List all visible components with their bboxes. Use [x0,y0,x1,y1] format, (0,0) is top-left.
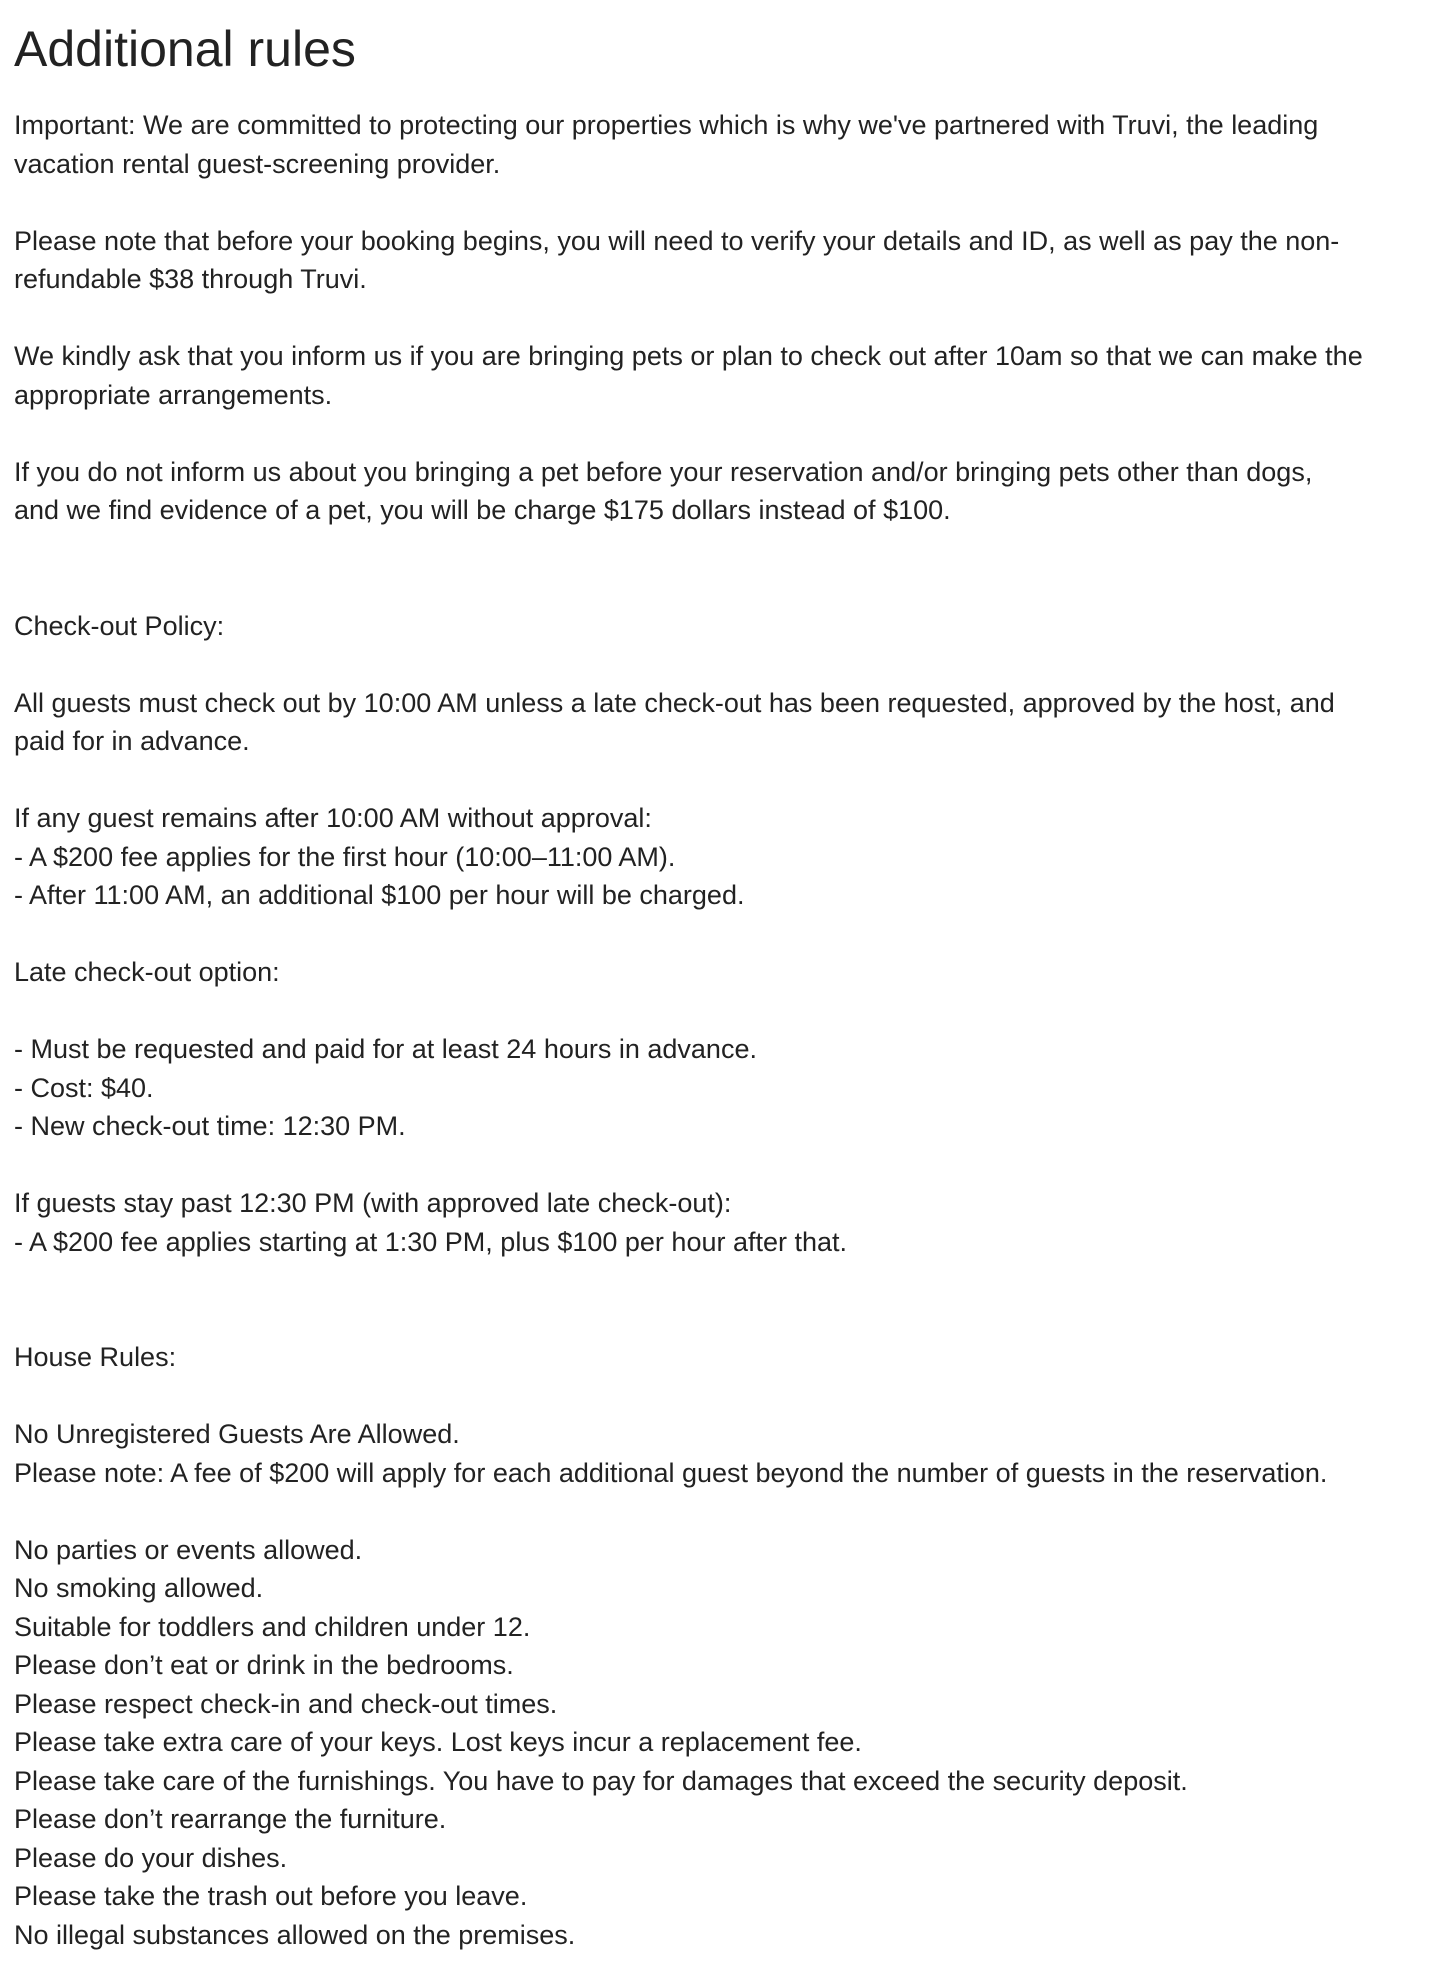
pet-fee-line-2: and we find evidence of a pet, you will be charge $175 dollars instead of $100. [14,495,951,525]
house-rule-item: Please take care of the furnishings. You have to pay for damages that exceed the security deposit. [14,1765,1188,1796]
house-rule-item: Please respect check-in and check-out times. [14,1688,558,1719]
late-checkout-line-1: - Must be requested and paid for at least 24 hours in advance. [14,1034,757,1064]
house-rules-heading: House Rules: [14,1342,177,1372]
checkout-policy-heading: Check-out Policy: [14,610,225,641]
past-late-checkout-line-1: - A $200 fee applies starting at 1:30 PM, plus $100 per hour after that. [14,1226,848,1257]
house-rule-item: No smoking allowed. [14,1573,264,1603]
section-spacer [14,1261,1426,1338]
section-spacer [14,530,1426,607]
rules-body [14,106,1426,1954]
verification-note-line-2: refundable $38 through Truvi. [14,264,367,294]
page-title: Additional rules [14,21,356,77]
no-approval-heading: If any guest remains after 10:00 AM without approval: [14,803,652,833]
paragraph-spacer [14,761,1426,800]
paragraph-spacer [14,183,1426,222]
house-rule-item: Please don’t eat or drink in the bedrooms. [14,1650,514,1680]
pet-fee-line-1: If you do not inform us about you bringing a pet before your reservation and/or bringing pets other than dogs, [14,456,1313,487]
paragraph-spacer [14,992,1426,1031]
past-late-checkout-heading: If guests stay past 12:30 PM (with approved late check-out): [14,1188,732,1218]
house-rule-item: Please don’t rearrange the furniture. [14,1804,447,1834]
house-rule-item: Suitable for toddlers and children under 12. [14,1611,531,1642]
paragraph-spacer [14,1492,1426,1531]
paragraph-spacer [14,414,1426,453]
checkout-policy-line-2: paid for in advance. [14,726,250,756]
house-rule-item: No illegal substances allowed on the premises. [14,1919,576,1950]
verification-note-line-1: Please note that before your booking begins, you will need to verify your details and ID, as well as pay the non- [14,225,1340,256]
pets-request-line-2: appropriate arrangements. [14,379,333,410]
paragraph-spacer [14,299,1426,338]
house-rule-item: Please do your dishes. [14,1842,288,1873]
no-approval-line-1: - A $200 fee applies for the first hour (10:00–11:00 AM). [14,841,676,872]
important-text-line-2: vacation rental guest-screening provider. [14,148,501,179]
checkout-policy-line-1: All guests must check out by 10:00 AM unless a late check-out has been requested, approved by the host, and [14,687,1335,718]
paragraph-spacer [14,1377,1426,1416]
late-checkout-heading: Late check-out option: [14,957,280,987]
important-text-line-1: Important: We are committed to protecting our properties which is why we've partnered with Truvi, the leading [14,110,1319,140]
house-rule-item: No parties or events allowed. [14,1534,363,1565]
house-rule-item: Please take the trash out before you leave. [14,1881,528,1911]
no-approval-line-2: - After 11:00 AM, an additional $100 per hour will be charged. [14,880,745,910]
unregistered-guests-line-1: No Unregistered Guests Are Allowed. [14,1419,460,1449]
paragraph-spacer [14,645,1426,684]
late-checkout-line-3: - New check-out time: 12:30 PM. [14,1111,406,1141]
paragraph-spacer [14,1146,1426,1185]
pets-request-line-1: We kindly ask that you inform us if you are bringing pets or plan to check out after 10am so that we can make the [14,341,1363,371]
paragraph-spacer [14,915,1426,954]
unregistered-guests-line-2: Please note: A fee of $200 will apply for each additional guest beyond the number of guests in the reservation. [14,1457,1328,1488]
house-rule-item: Please take extra care of your keys. Lost keys incur a replacement fee. [14,1727,862,1757]
late-checkout-line-2: - Cost: $40. [14,1072,154,1103]
